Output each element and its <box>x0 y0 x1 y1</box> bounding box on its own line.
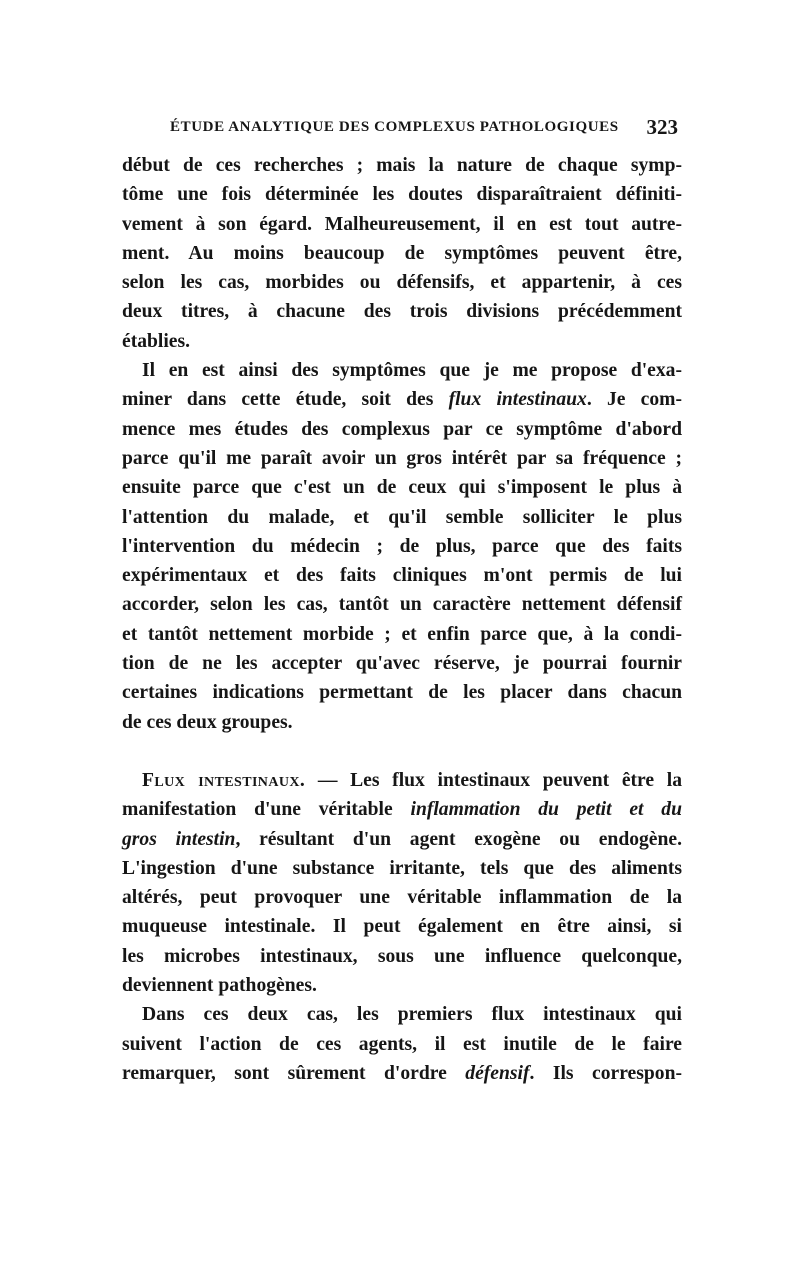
text-fragment: manifestation d'une véritable <box>122 799 411 821</box>
text-fragment: miner dans cette étude, soit des <box>122 389 449 411</box>
text-line: vement à son égard. Malheureusement, il en est tout autre- <box>122 213 682 235</box>
text-line: muqueuse intestinale. Il peut également en être ainsi, si <box>122 916 682 938</box>
text-line: Dans ces deux cas, les premiers flux intestinaux qui <box>142 1004 682 1026</box>
text-fragment: remarquer, sont sûrement d'ordre <box>122 1062 466 1084</box>
body-text <box>122 151 682 1088</box>
section-heading: Flux intestinaux. <box>142 769 306 791</box>
text-line: expérimentaux et des faits cliniques m'ont permis de lui <box>122 565 682 587</box>
text-line: l'intervention du médecin ; de plus, parce que des faits <box>122 535 682 557</box>
text-line <box>122 795 682 824</box>
text-line: altérés, peut provoquer une véritable inflammation de la <box>122 887 682 909</box>
text-line: établies. <box>122 330 191 352</box>
text-line: tion de ne les accepter qu'avec réserve, je pourrai fournir <box>122 653 682 675</box>
text-line: suivent l'action de ces agents, il est inutile de le faire <box>122 1033 682 1055</box>
running-head-title: ÉTUDE ANALYTIQUE DES COMPLEXUS PATHOLOGIQUES <box>170 119 619 135</box>
italic-term: défensif <box>465 1062 530 1084</box>
text-fragment: . Je com- <box>586 389 683 411</box>
text-line <box>122 825 682 854</box>
text-line <box>122 766 682 795</box>
text-fragment: , résultant d'un agent exogène ou endogène. <box>235 828 682 850</box>
text-line: les microbes intestinaux, sous une influence quelconque, <box>122 945 682 967</box>
section-gap <box>122 737 682 766</box>
text-line: deviennent pathogènes. <box>122 975 317 997</box>
text-line: ensuite parce que c'est un de ceux qui s'imposent le plus à <box>122 477 682 499</box>
italic-term: flux intestinaux <box>448 389 587 411</box>
text-line: accorder, selon les cas, tantôt un caractère nettement défensif <box>122 594 682 616</box>
text-line: l'attention du malade, et qu'il semble solliciter le plus <box>122 506 682 528</box>
text-line: deux titres, à chacune des trois divisions précédemment <box>122 301 682 323</box>
text-line: tôme une fois déterminée les doutes disparaîtraient définiti- <box>122 184 682 206</box>
italic-term: inflammation du petit et du <box>410 799 682 821</box>
italic-term: gros intestin <box>122 828 236 850</box>
text-line: de ces deux groupes. <box>122 711 293 733</box>
paragraph-3 <box>122 766 682 1000</box>
text-line: certaines indications permettant de les placer dans chacun <box>122 682 682 704</box>
text-line: parce qu'il me paraît avoir un gros intérêt par sa fréquence ; <box>122 447 682 469</box>
text-line <box>122 385 682 414</box>
text-fragment: — Les flux intestinaux peuvent être la <box>305 769 682 791</box>
text-fragment: . Ils correspon- <box>529 1062 682 1084</box>
text-line: ment. Au moins beaucoup de symptômes peuvent être, <box>122 242 682 264</box>
paragraph-2 <box>122 356 682 737</box>
paragraph-1 <box>122 151 682 356</box>
text-line <box>122 1059 682 1088</box>
text-line: mence mes études des complexus par ce symptôme d'abord <box>122 418 682 440</box>
text-line: et tantôt nettement morbide ; et enfin parce que, à la condi- <box>122 623 682 645</box>
text-line: Il en est ainsi des symptômes que je me propose d'exa- <box>142 360 682 382</box>
running-head <box>170 115 678 139</box>
page-number: 323 <box>646 115 678 139</box>
paragraph-4 <box>122 1000 682 1088</box>
text-line: début de ces recherches ; mais la nature de chaque symp- <box>122 155 682 176</box>
text-line: L'ingestion d'une substance irritante, tels que des aliments <box>122 857 682 879</box>
text-line: selon les cas, morbides ou défensifs, et appartenir, à ces <box>122 272 682 294</box>
